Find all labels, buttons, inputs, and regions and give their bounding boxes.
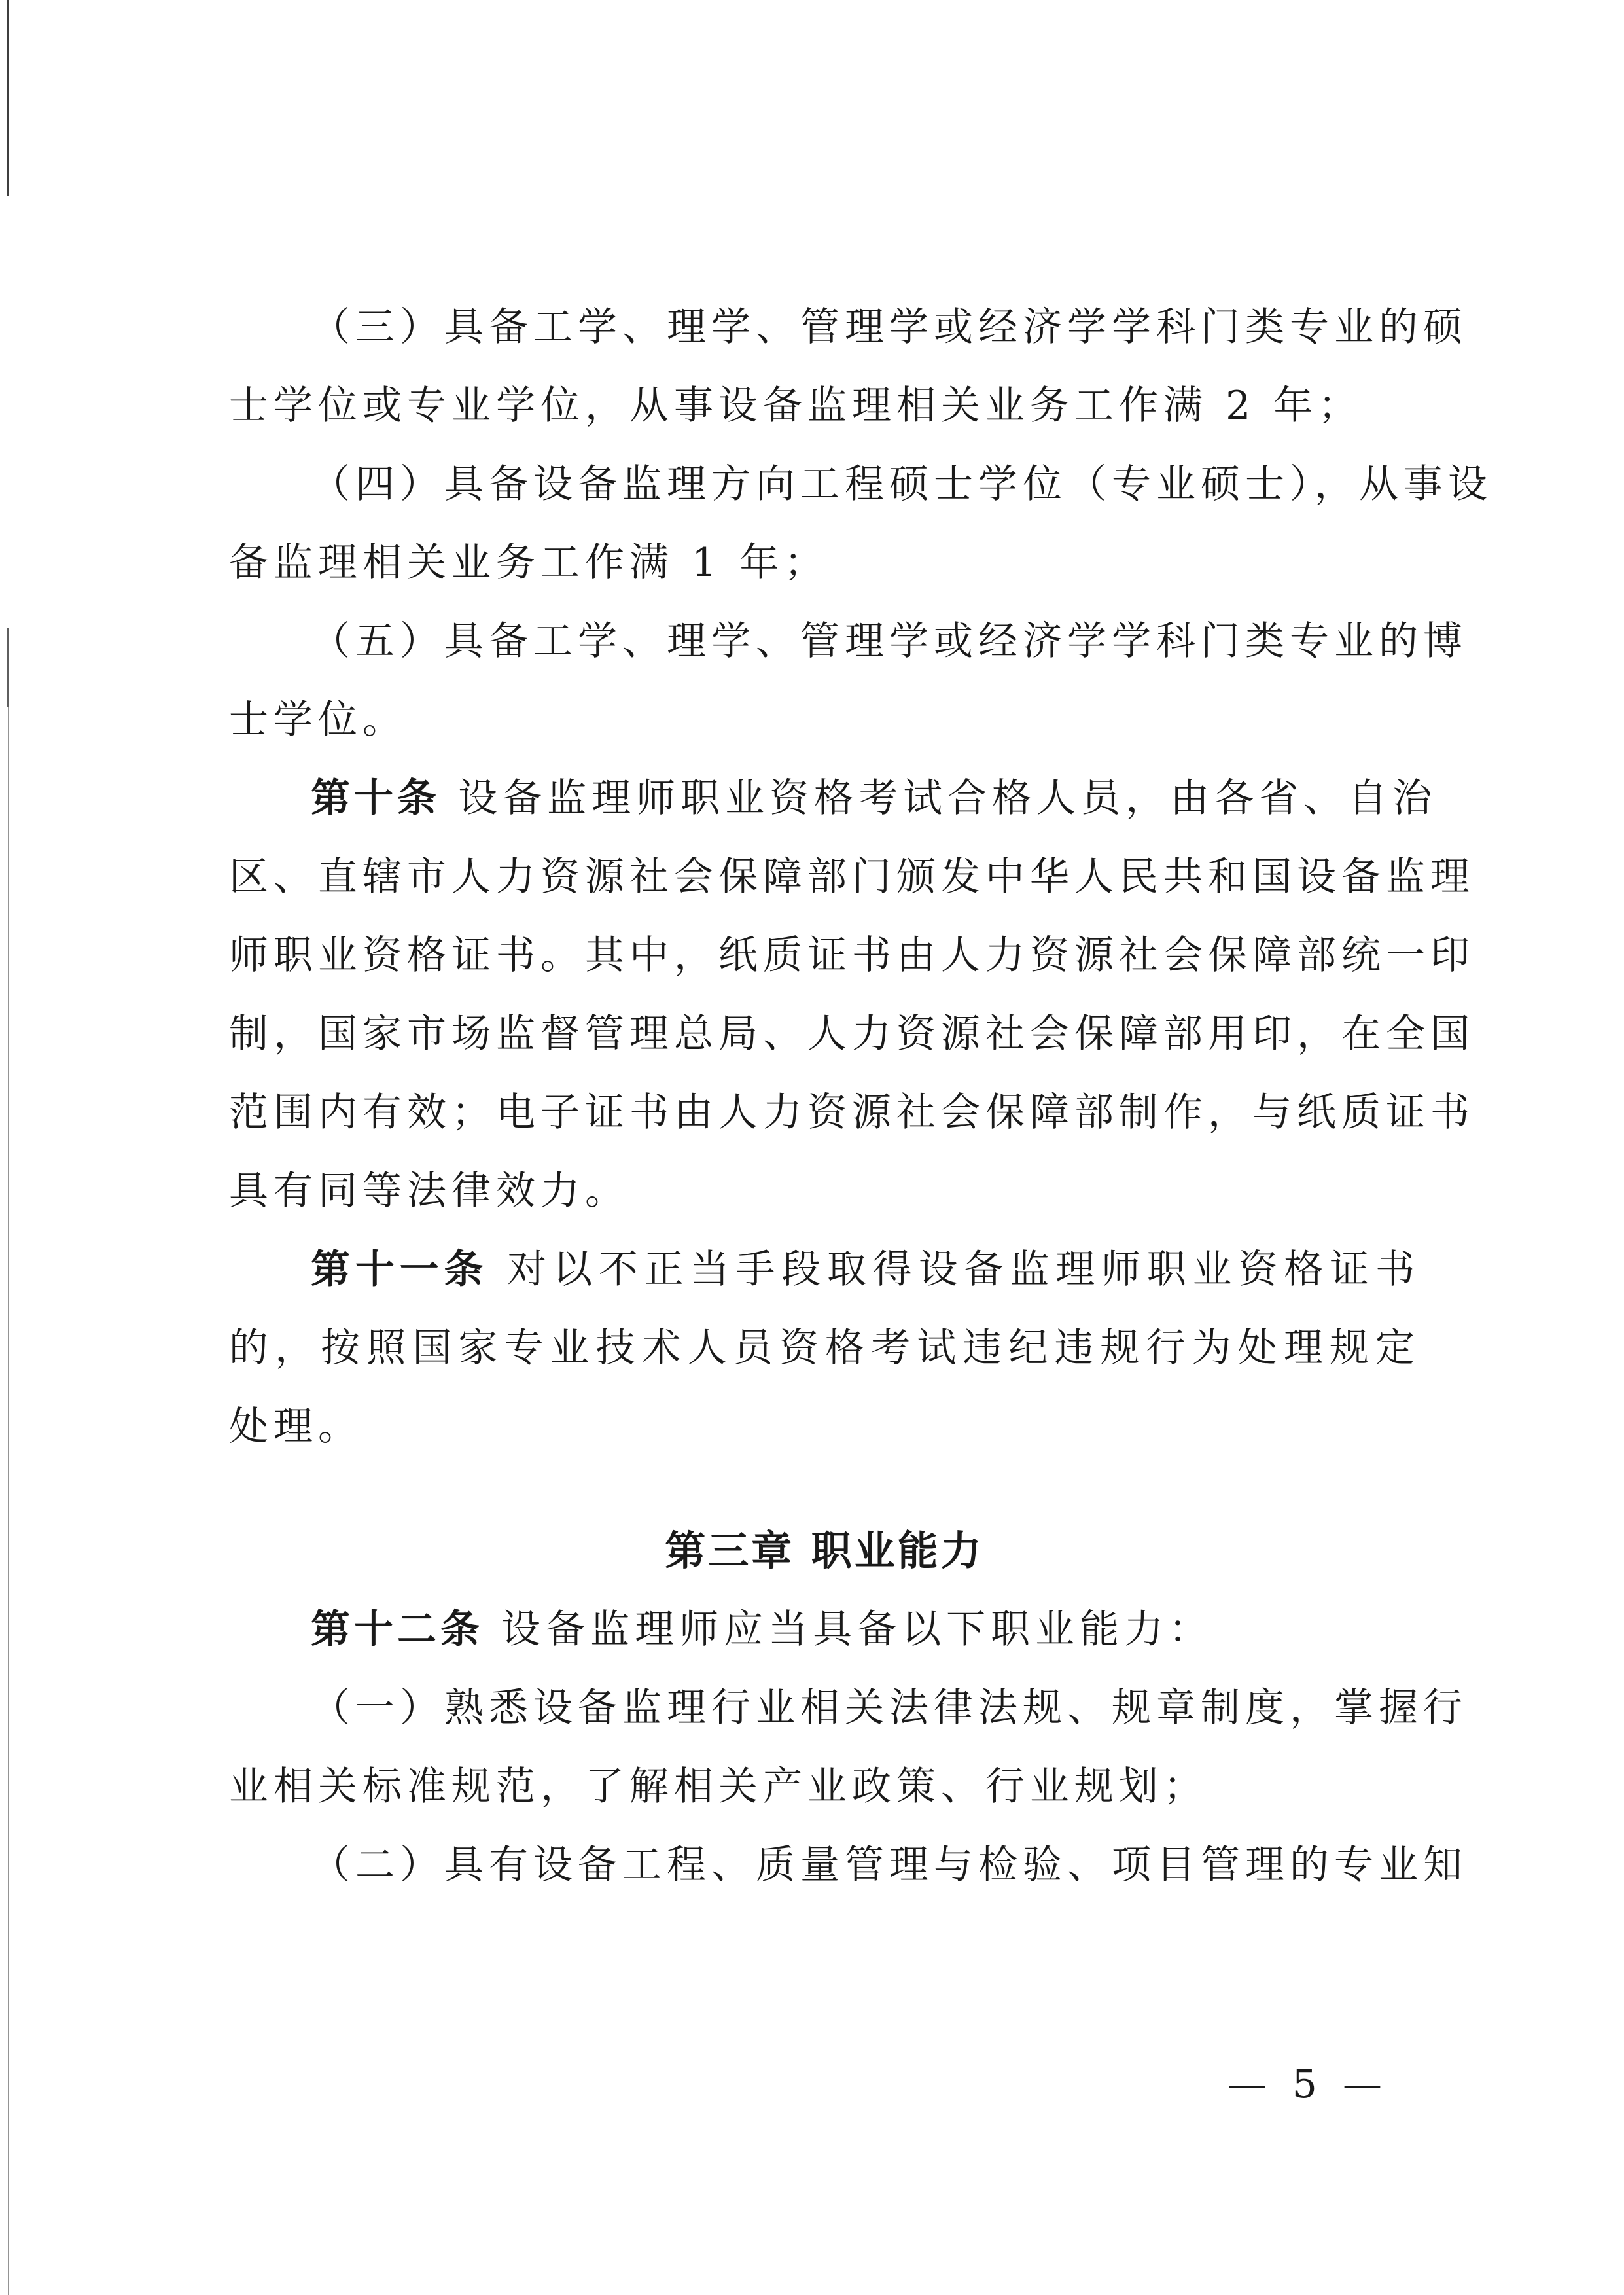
document-body xyxy=(229,288,1492,1904)
ability-1-line-2: 业相关标准规范，了解相关产业政策、行业规划； xyxy=(229,1764,1208,1809)
article-12-line-1 xyxy=(229,1590,1420,1669)
clause-4-line-1: （四）具备设备监理方向工程硕士学位（专业硕士），从事设 xyxy=(311,461,1492,507)
scan-edge-mark xyxy=(7,0,9,196)
article-10-text: 设备监理师职业资格考试合格人员，由各省、自治 xyxy=(458,775,1438,821)
ability-1-line-1: （一）熟悉设备监理行业相关法律法规、规章制度，掌握行 xyxy=(311,1685,1468,1731)
clause-3-line-1: （三）具备工学、理学、管理学或经济学学科门类专业的硕 xyxy=(311,304,1468,350)
clause-5-line-1: （五）具备工学、理学、管理学或经济学学科门类专业的博 xyxy=(311,618,1468,664)
article-12-text: 设备监理师应当具备以下职业能力： xyxy=(501,1607,1214,1652)
article-10-line-2: 区、直辖市人力资源社会保障部门颁发中华人民共和国设备监理 xyxy=(229,854,1475,900)
clause-5-line-2: 士学位。 xyxy=(229,697,407,743)
scan-edge-mark xyxy=(8,707,9,2295)
clause-3-line-2: 士学位或专业学位，从事设备监理相关业务工作满 2 年； xyxy=(229,383,1363,429)
article-12-label: 第十二条 xyxy=(311,1607,484,1652)
article-11-line-2: 的，按照国家专业技术人员资格考试违纪违规行为处理规定 xyxy=(229,1325,1420,1371)
article-11-text: 对以不正当手段取得设备监理师职业资格证书 xyxy=(507,1247,1421,1292)
article-10-label: 第十条 xyxy=(311,775,440,821)
ability-2-line-1: （二）具有设备工程、质量管理与检验、项目管理的专业知 xyxy=(311,1842,1468,1888)
article-11-label: 第十一条 xyxy=(311,1247,489,1292)
chapter-title: 第三章 职业能力 xyxy=(665,1527,984,1574)
article-11-line-1 xyxy=(229,1230,1420,1309)
article-10-line-6: 具有同等法律效力。 xyxy=(229,1168,629,1214)
article-10-line-5: 范围内有效；电子证书由人力资源社会保障部制作，与纸质证书 xyxy=(229,1090,1475,1135)
page-number: — 5 — xyxy=(1227,2061,1388,2107)
clause-4-line-2: 备监理相关业务工作满 1 年； xyxy=(229,540,829,586)
article-11-line-3: 处理。 xyxy=(229,1404,362,1450)
scan-edge-mark xyxy=(7,628,9,707)
article-10-line-1 xyxy=(229,759,1438,838)
article-10-line-3: 师职业资格证书。其中，纸质证书由人力资源社会保障部统一印 xyxy=(229,933,1475,978)
article-10-line-4: 制，国家市场监督管理总局、人力资源社会保障部用印，在全国 xyxy=(229,1011,1475,1057)
